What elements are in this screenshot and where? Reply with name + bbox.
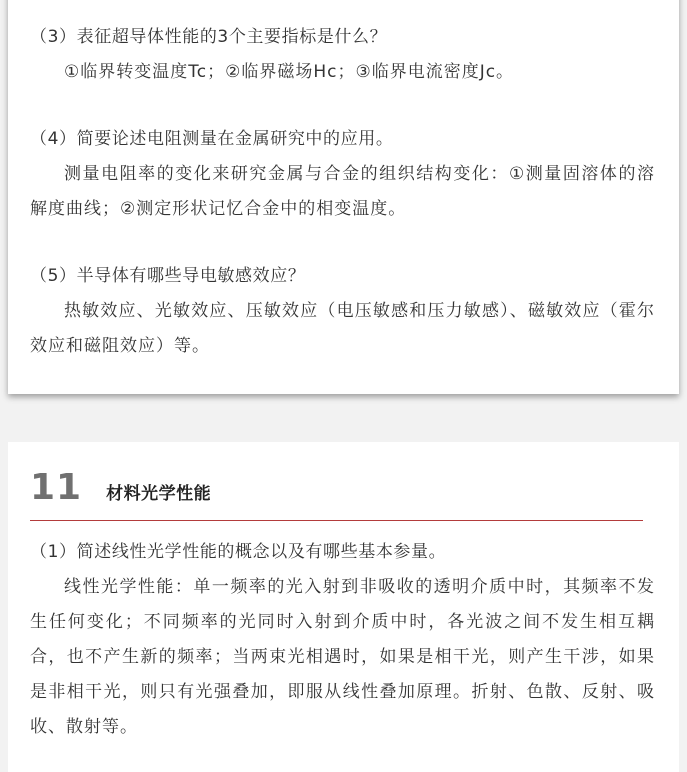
question-4: （4）简要论述电阻测量在金属研究中的应用。 <box>30 129 394 149</box>
answer-3: ①临界转变温度Tc；②临界磁场Hc；③临界电流密度Jc。 <box>64 62 515 82</box>
spacer <box>30 90 655 122</box>
spacer <box>30 227 655 259</box>
section-header <box>30 468 655 520</box>
question-1: （1）简述线性光学性能的概念以及有哪些基本参量。 <box>30 542 447 562</box>
question-5: （5）半导体有哪些导电敏感效应？ <box>30 266 306 286</box>
section-card-optical <box>8 442 679 772</box>
section-divider <box>30 520 643 521</box>
qa-item-4 <box>30 122 655 227</box>
answer-1: 线性光学性能：单一频率的光入射到非吸收的透明介质中时，其频率不发生任何变化；不同频率的光同时入射到介质中时，各光波之间不发生相互耦合，也不产生新的频率；当两束光相遇时，如果是相干光，则产生干涉，如果是非相干光，则只有光强叠加，即服从线性叠加原理。折射、色散、反射、吸收、散射等。 <box>30 577 655 737</box>
qa-item-5 <box>30 259 655 364</box>
qa-item-1 <box>30 535 655 745</box>
section-title: 材料光学性能 <box>106 484 212 504</box>
qa-item-3 <box>30 20 655 90</box>
qa-card-electrical <box>8 0 679 394</box>
answer-4: 测量电阻率的变化来研究金属与合金的组织结构变化：①测量固溶体的溶解度曲线；②测定形状记忆合金中的相变温度。 <box>30 164 655 219</box>
question-3: （3）表征超导体性能的3个主要指标是什么？ <box>30 27 388 47</box>
section-number: 11 <box>30 467 83 508</box>
answer-5: 热敏效应、光敏效应、压敏效应（电压敏感和压力敏感）、磁敏效应（霍尔效应和磁阻效应）等。 <box>30 301 655 356</box>
